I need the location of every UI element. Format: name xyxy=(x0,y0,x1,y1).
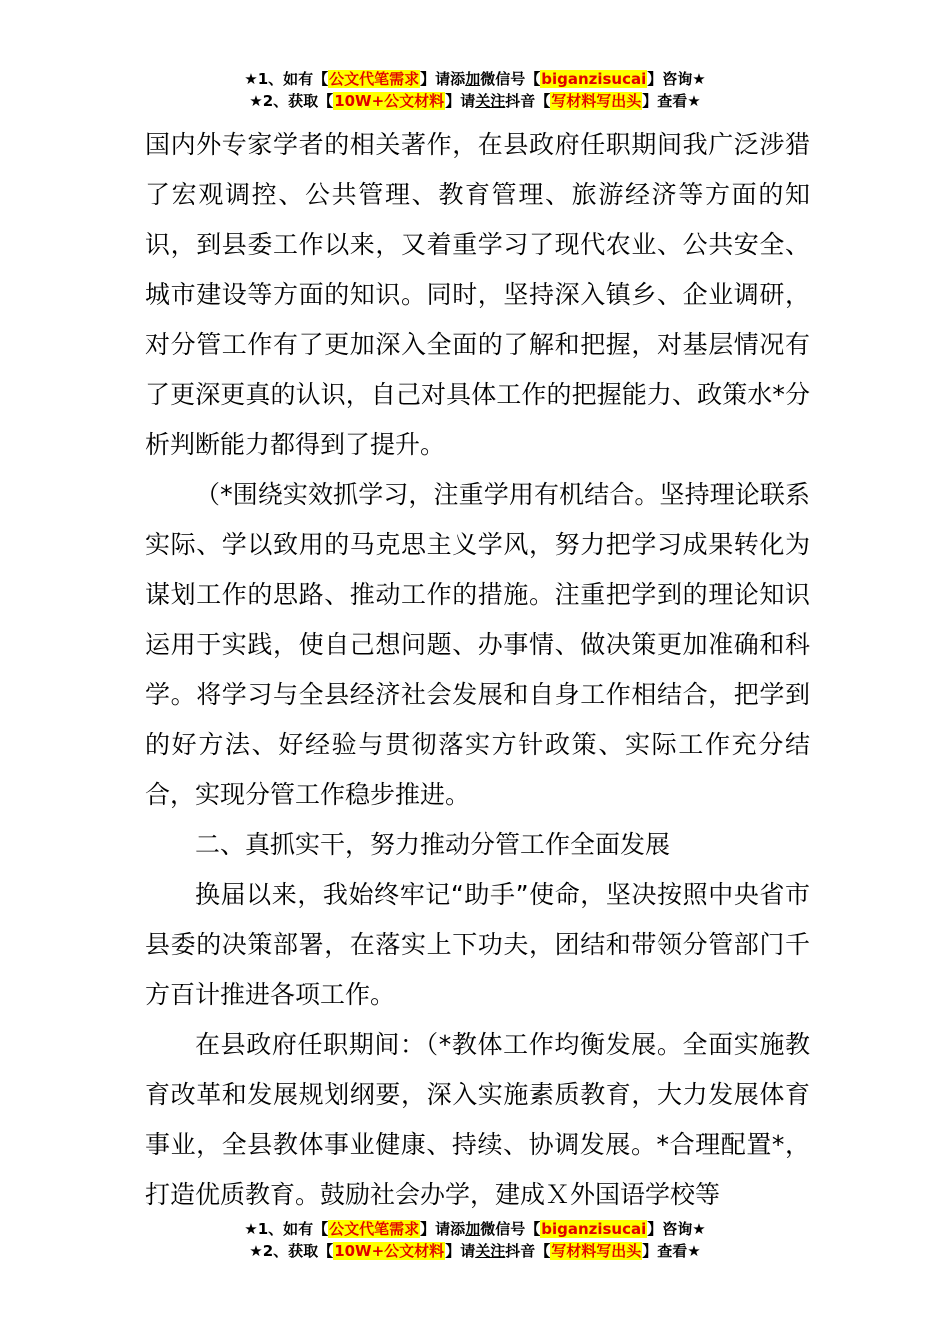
banner-highlight: biganzisucai xyxy=(541,70,647,88)
paragraph: 在县政府任职期间：（*教体工作均衡发展。全面实施教育改革和发展规划纲要，深入实施素质教育，大力发展体育事业，全县教体事业健康、持续、协调发展。*合理配置*，打造优质教育。鼓励社会办学，建成Ｘ外国语学校等 xyxy=(145,1030,810,1209)
banner-highlight: 10W+公文材料 xyxy=(334,92,445,110)
footer-banner xyxy=(0,1218,950,1262)
paragraph: 国内外专家学者的相关著作，在县政府任职期间我广泛涉猎了宏观调控、公共管理、教育管理、旅游经济等方面的知识，到县委工作以来，又着重学习了现代农业、公共安全、城市建设等方面的知识。同时，坚持深入镇乡、企业调研，对分管工作有了更加深入全面的了解和把握，对基层情况有了更深更真的认识，自己对具体工作的把握能力、政策水*分析判断能力都得到了提升。 xyxy=(145,130,810,459)
banner-line-2: ★2、获取【10W+公文材料】请关注抖音【写材料写出头】查看★ xyxy=(249,1242,701,1260)
paragraph: 换届以来，我始终牢记“助手”使命，坚决按照中央省市县委的决策部署，在落实上下功夫，团结和带领分管部门千方百计推进各项工作。 xyxy=(145,880,810,1009)
banner-highlight: 公文代笔需求 xyxy=(329,1220,420,1238)
banner-highlight: 10W+公文材料 xyxy=(334,1242,445,1260)
header-banner xyxy=(0,68,950,112)
banner-highlight: 公文代笔需求 xyxy=(329,70,420,88)
banner-line-1: ★1、如有【公文代笔需求】请添加微信号【biganzisucai】咨询★ xyxy=(244,1220,706,1238)
banner-line-2: ★2、获取【10W+公文材料】请关注抖音【写材料写出头】查看★ xyxy=(249,92,701,110)
banner-highlight: 写材料写出头 xyxy=(551,92,642,110)
banner-highlight: 写材料写出头 xyxy=(551,1242,642,1260)
section-heading: 二、真抓实干，努力推动分管工作全面发展 xyxy=(195,830,671,859)
document-body xyxy=(145,120,810,1220)
banner-highlight: biganzisucai xyxy=(541,1220,647,1238)
paragraph: （*围绕实效抓学习，注重学用有机结合。坚持理论联系实际、学以致用的马克思主义学风，努力把学习成果转化为谋划工作的思路、推动工作的措施。注重把学到的理论知识运用于实践，使自己想问题、办事情、做决策更加准确和科学。将学习与全县经济社会发展和自身工作相结合，把学到的好方法、好经验与贯彻落实方针政策、实际工作充分结合，实现分管工作稳步推进。 xyxy=(145,480,810,809)
banner-line-1: ★1、如有【公文代笔需求】请添加微信号【biganzisucai】咨询★ xyxy=(244,70,706,88)
